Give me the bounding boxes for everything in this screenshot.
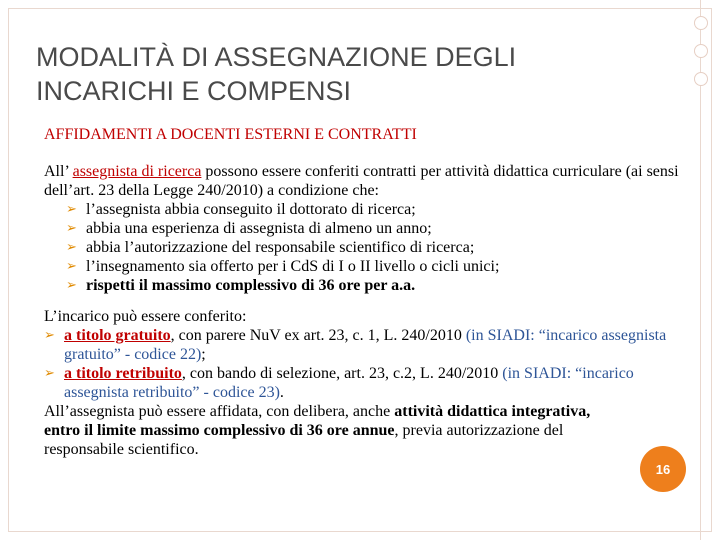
intro-paragraph bbox=[44, 162, 684, 200]
arrow-right-icon: ➢ bbox=[44, 366, 55, 381]
list-item: ➢ a titolo retribuito, con bando di selezione, art. 23, c.2, L. 240/2010 (in SIADI: “incarico assegnista retribuito” - codice 23). bbox=[44, 365, 634, 401]
mode-label-retribuito: a titolo retribuito bbox=[64, 365, 182, 382]
slide-subtitle: AFFIDAMENTI A DOCENTI ESTERNI E CONTRATTI bbox=[44, 126, 417, 143]
modes-list bbox=[44, 326, 684, 402]
slide-body bbox=[44, 162, 684, 459]
list-item: ➢ l’insegnamento sia offerto per i CdS di I o II livello o cicli unici; bbox=[66, 258, 500, 275]
mode-label-gratuito: a titolo gratuito bbox=[64, 327, 171, 344]
decorative-circle-icon bbox=[694, 16, 708, 30]
siadi-note: (in SIADI: “incarico assegnista gratuito” - codice 22) bbox=[64, 327, 667, 363]
arrow-right-icon: ➢ bbox=[66, 240, 77, 255]
siadi-note: (in SIADI: “incarico assegnista retribuito” - codice 23) bbox=[64, 365, 634, 401]
page-number-badge: 16 bbox=[640, 446, 686, 492]
arrow-right-icon: ➢ bbox=[66, 202, 77, 217]
list-item: ➢ abbia l’autorizzazione del responsabile scientifico di ricerca; bbox=[66, 239, 475, 256]
intro-highlight-term: assegnista di ricerca bbox=[72, 163, 202, 180]
slide-title-line1: MODALITÀ DI ASSEGNAZIONE DEGLI bbox=[36, 42, 517, 72]
arrow-right-icon: ➢ bbox=[66, 278, 77, 293]
intro-text-b: possono essere conferiti contratti per attività didattica curriculare (ai sensi dell’art. 23 della Legge 240/2010) a condizione che: bbox=[44, 163, 679, 199]
list-item bbox=[66, 276, 684, 295]
list-item: ➢ l’assegnista abbia conseguito il dottorato di ricerca; bbox=[66, 201, 416, 218]
intro-text-a: All’ bbox=[44, 163, 73, 180]
arrow-right-icon: ➢ bbox=[44, 328, 55, 343]
arrow-right-icon: ➢ bbox=[66, 221, 77, 236]
slide-title-line2: INCARICHI E COMPENSI bbox=[36, 76, 352, 106]
slide-title bbox=[36, 40, 656, 108]
decorative-circle-icon bbox=[694, 72, 708, 86]
decorative-circle-icon bbox=[694, 44, 708, 58]
arrow-right-icon: ➢ bbox=[66, 259, 77, 274]
list-item: ➢ a titolo gratuito, con parere NuV ex art. 23, c. 1, L. 240/2010 (in SIADI: “incarico assegnista gratuito” - codice 22); bbox=[44, 327, 667, 363]
modes-intro: L’incarico può essere conferito: bbox=[44, 308, 247, 325]
closing-paragraph: All’assegnista può essere affidata, con delibera, anche attività didattica integrativa, entro il limite massimo complessivo di 36 ore annue, previa autorizzazione del responsabile scientifico. bbox=[44, 403, 591, 458]
closing-bold: attività didattica integrativa, entro il limite massimo complessivo di 36 ore annue bbox=[44, 403, 591, 439]
condition-bold: rispetti il massimo complessivo di 36 ore per a.a. bbox=[86, 277, 416, 294]
conditions-list bbox=[44, 200, 684, 295]
list-item: ➢ abbia una esperienza di assegnista di almeno un anno; bbox=[66, 220, 432, 237]
